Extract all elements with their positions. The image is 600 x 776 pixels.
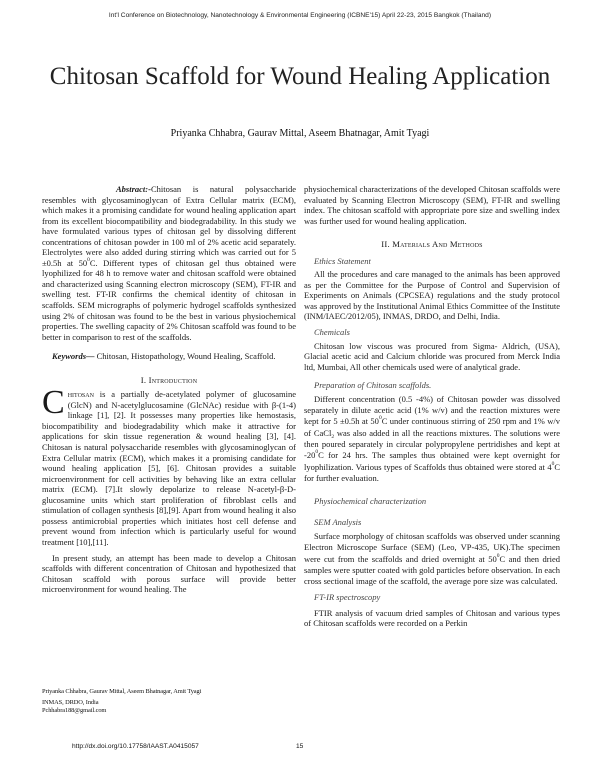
subheading-physiochemical: Physiochemical characterization [314, 496, 427, 507]
abstract-text: C. Different types of chitosan gel thus obtained were lyophilized for 48 h to remove water and chitosan scaffold were obtained and characterized using Scanning electron microscopy (SEM), FT-IR and swelling test. FT-IR confirms the chemical identity of chitosan in scaffolds. SEM micrographs of polymeric hydrogel scaffolds synthesized using 2% of chitosan was found to be the best in various physiochemical properties. The swelling capacity of 2% Chitosan scaffold was found to be better in comparison to rest of the scaffolds. [42, 257, 296, 342]
subheading-chemicals: Chemicals [314, 327, 350, 338]
subscript: 2 [331, 433, 335, 440]
doi-link[interactable]: http://dx.doi.org/10.17758/IAAST.A0415057 [72, 743, 199, 750]
subheading-sem: SEM Analysis [314, 516, 362, 527]
superscript: 0 [87, 256, 90, 263]
keywords-label: Keywords— [52, 351, 95, 362]
abstract-label: Abstract:- [116, 184, 151, 194]
keywords [42, 351, 296, 362]
subheading-ethics: Ethics Statement [314, 255, 371, 266]
subheading-ftir: FT-IR spectroscopy [314, 592, 381, 603]
text: C for further evaluation. [304, 461, 560, 483]
superscript: 0 [378, 415, 382, 422]
paragraph [304, 394, 560, 484]
paragraph [304, 531, 560, 587]
abstract [42, 184, 296, 342]
intro-paragraph: In present study, an attempt has been made to develop a Chitosan scaffolds with different concentration of Chitosan and hypothesized that Chitosan scaffold with porous surface will provide better microenvironment for wound healing. The [42, 552, 296, 595]
text: Different concentration (0.5 -4%) of Chitosan powder was dissolved separately in dilute acetic acid (1% w/v) and the reaction mixtures were kept for 5 ±0.5h at 50 [304, 393, 560, 427]
left-column [42, 184, 296, 595]
subheading-preparation: Preparation of Chitosan scaffolds. [314, 380, 432, 391]
author-list: Priyanka Chhabra, Gaurav Mittal, Aseem Bhatnagar, Amit Tyagi [170, 128, 430, 139]
superscript: 0 [496, 552, 500, 559]
superscript: 0 [551, 460, 555, 467]
intro-text: is a partially de-acetylated polymer of glucosamine (GlcN) and N-acetylglucosamine (GlcNAc) residue with β-(1-4) linkage [1], [2]. It possesses many properties like hemostasis, biocompatibility and biodegradability which make it attractive for applications for skin tissue regeneration & wound healing [3], [4]. Chitosan is natural polysaccharide resembles with glycosaminoglycan of Extra Cellular matrix (ECM), which makes it a promising candidate for wound healing application [5], [6]. Chitosan provides a suitable microenvironment for cell activities by behaving like an extra cellular matrix (ECM). [7].It slowly depolarize to release N-acetyl-β-D-glucosamine units which start proliferation of fibroblast cells and stimulation of collagen synthesis [8],[9]. Apart from wound healing it also possess antimicrobial properties which initiates host cell defense and prevent wound from infection which is particularly useful for wound treatment [10],[11]. [42, 389, 296, 547]
intro-paragraph [42, 384, 296, 547]
section-heading-materials-methods: II. Materials And Methods [381, 239, 483, 250]
right-column [304, 184, 560, 629]
running-header: Int'l Conference on Biotechnology, Nanotechnology & Environmental Engineering (ICBNE'15) April 22-23, 2015 Bangkok (Thailand) [108, 12, 492, 19]
text: Surface morphology of chitosan scaffolds was observed under scanning Electron Microscope Surface (SEM) (Leo, VP-435, UK).The specimen were cut from the scaffolds and dried overnight at 50 [304, 531, 560, 564]
paragraph: FTIR analysis of vacuum dried samples of Chitosan and various types of Chitosan scaffolds were recorded on a Perkin [304, 607, 560, 629]
paragraph: physiochemical characterizations of the developed Chitosan scaffolds were evaluated by Scanning Electron Microscopy (SEM), FT-IR and swelling index. The chitosan scaffold with appropriate pore size and swelling index was further used for wound healing application. [304, 184, 560, 226]
drop-cap: C [42, 384, 65, 422]
paper-title: Chitosan Scaffold for Wound Healing Application [49, 63, 551, 90]
footnote-affiliation: INMAS, DRDO, India [42, 699, 99, 706]
lead-word: hitosan [67, 389, 94, 400]
page-number: 15 [296, 743, 304, 750]
author-footnote [42, 688, 296, 715]
footnote-email: Pchhabra188@gmail.com [42, 707, 107, 714]
section-heading-introduction: I. Introduction [140, 374, 198, 385]
text: was also added in all the reactions mixtures. The solutions were then poured separately in circular polypropylene pertridishes and kept at -20 [304, 427, 560, 461]
paragraph: Chitosan low viscous was procured from Sigma- Aldrich, (USA), Glacial acetic acid and Calcium chloride was procured from Merck India ltd, Mumbai, All other chemicals used were of analytical grade. [304, 340, 560, 372]
paragraph: All the procedures and care managed to the animals has been approved as per the Committee for the Purpose of Control and Supervision of Experiments on Animals (CPCSEA) regulations and the study protocol was approved by the Institutional Animal Ethics Committee of the Institute (INM/IAEC/2012/05), INMAS, DRDO, and Delhi, India. [304, 269, 560, 322]
abstract-text: Chitosan is natural polysaccharide resembles with glycosaminoglycan of Extra Cellular matrix (ECM), which makes it a promising candidate for wound healing application apart from its excellent biocompatibility and biodegradability. In this study we have formulated various types of chitosan gel by dissolving different concentrations of chitosan powder in 100 ml of 2% acetic acid separately. Electrolytes were also added during stirring which was carried out for 5 ±0.5h at 50 [42, 184, 296, 268]
footnote-authors: Priyanka Chhabra, Gaurav Mittal, Aseem Bhatnagar, Amit Tyagi [42, 688, 202, 695]
superscript: 0 [315, 449, 319, 456]
text: C and then dried samples were sputter coated with gold particles before observation. In each cross sectional image of the scaffold, the average pore size was calculated. [304, 553, 560, 587]
text: C for 24 hrs. The samples thus obtained were kept overnight for lyophilization. Various types of Scaffolds thus obtained were stored at 4 [304, 450, 560, 472]
keywords-text: Chitosan, Histopathology, Wound Healing, Scaffold. [94, 351, 276, 362]
text: C under continuous stirring of 250 rpm and 1% w/v of CaCl [304, 416, 560, 438]
